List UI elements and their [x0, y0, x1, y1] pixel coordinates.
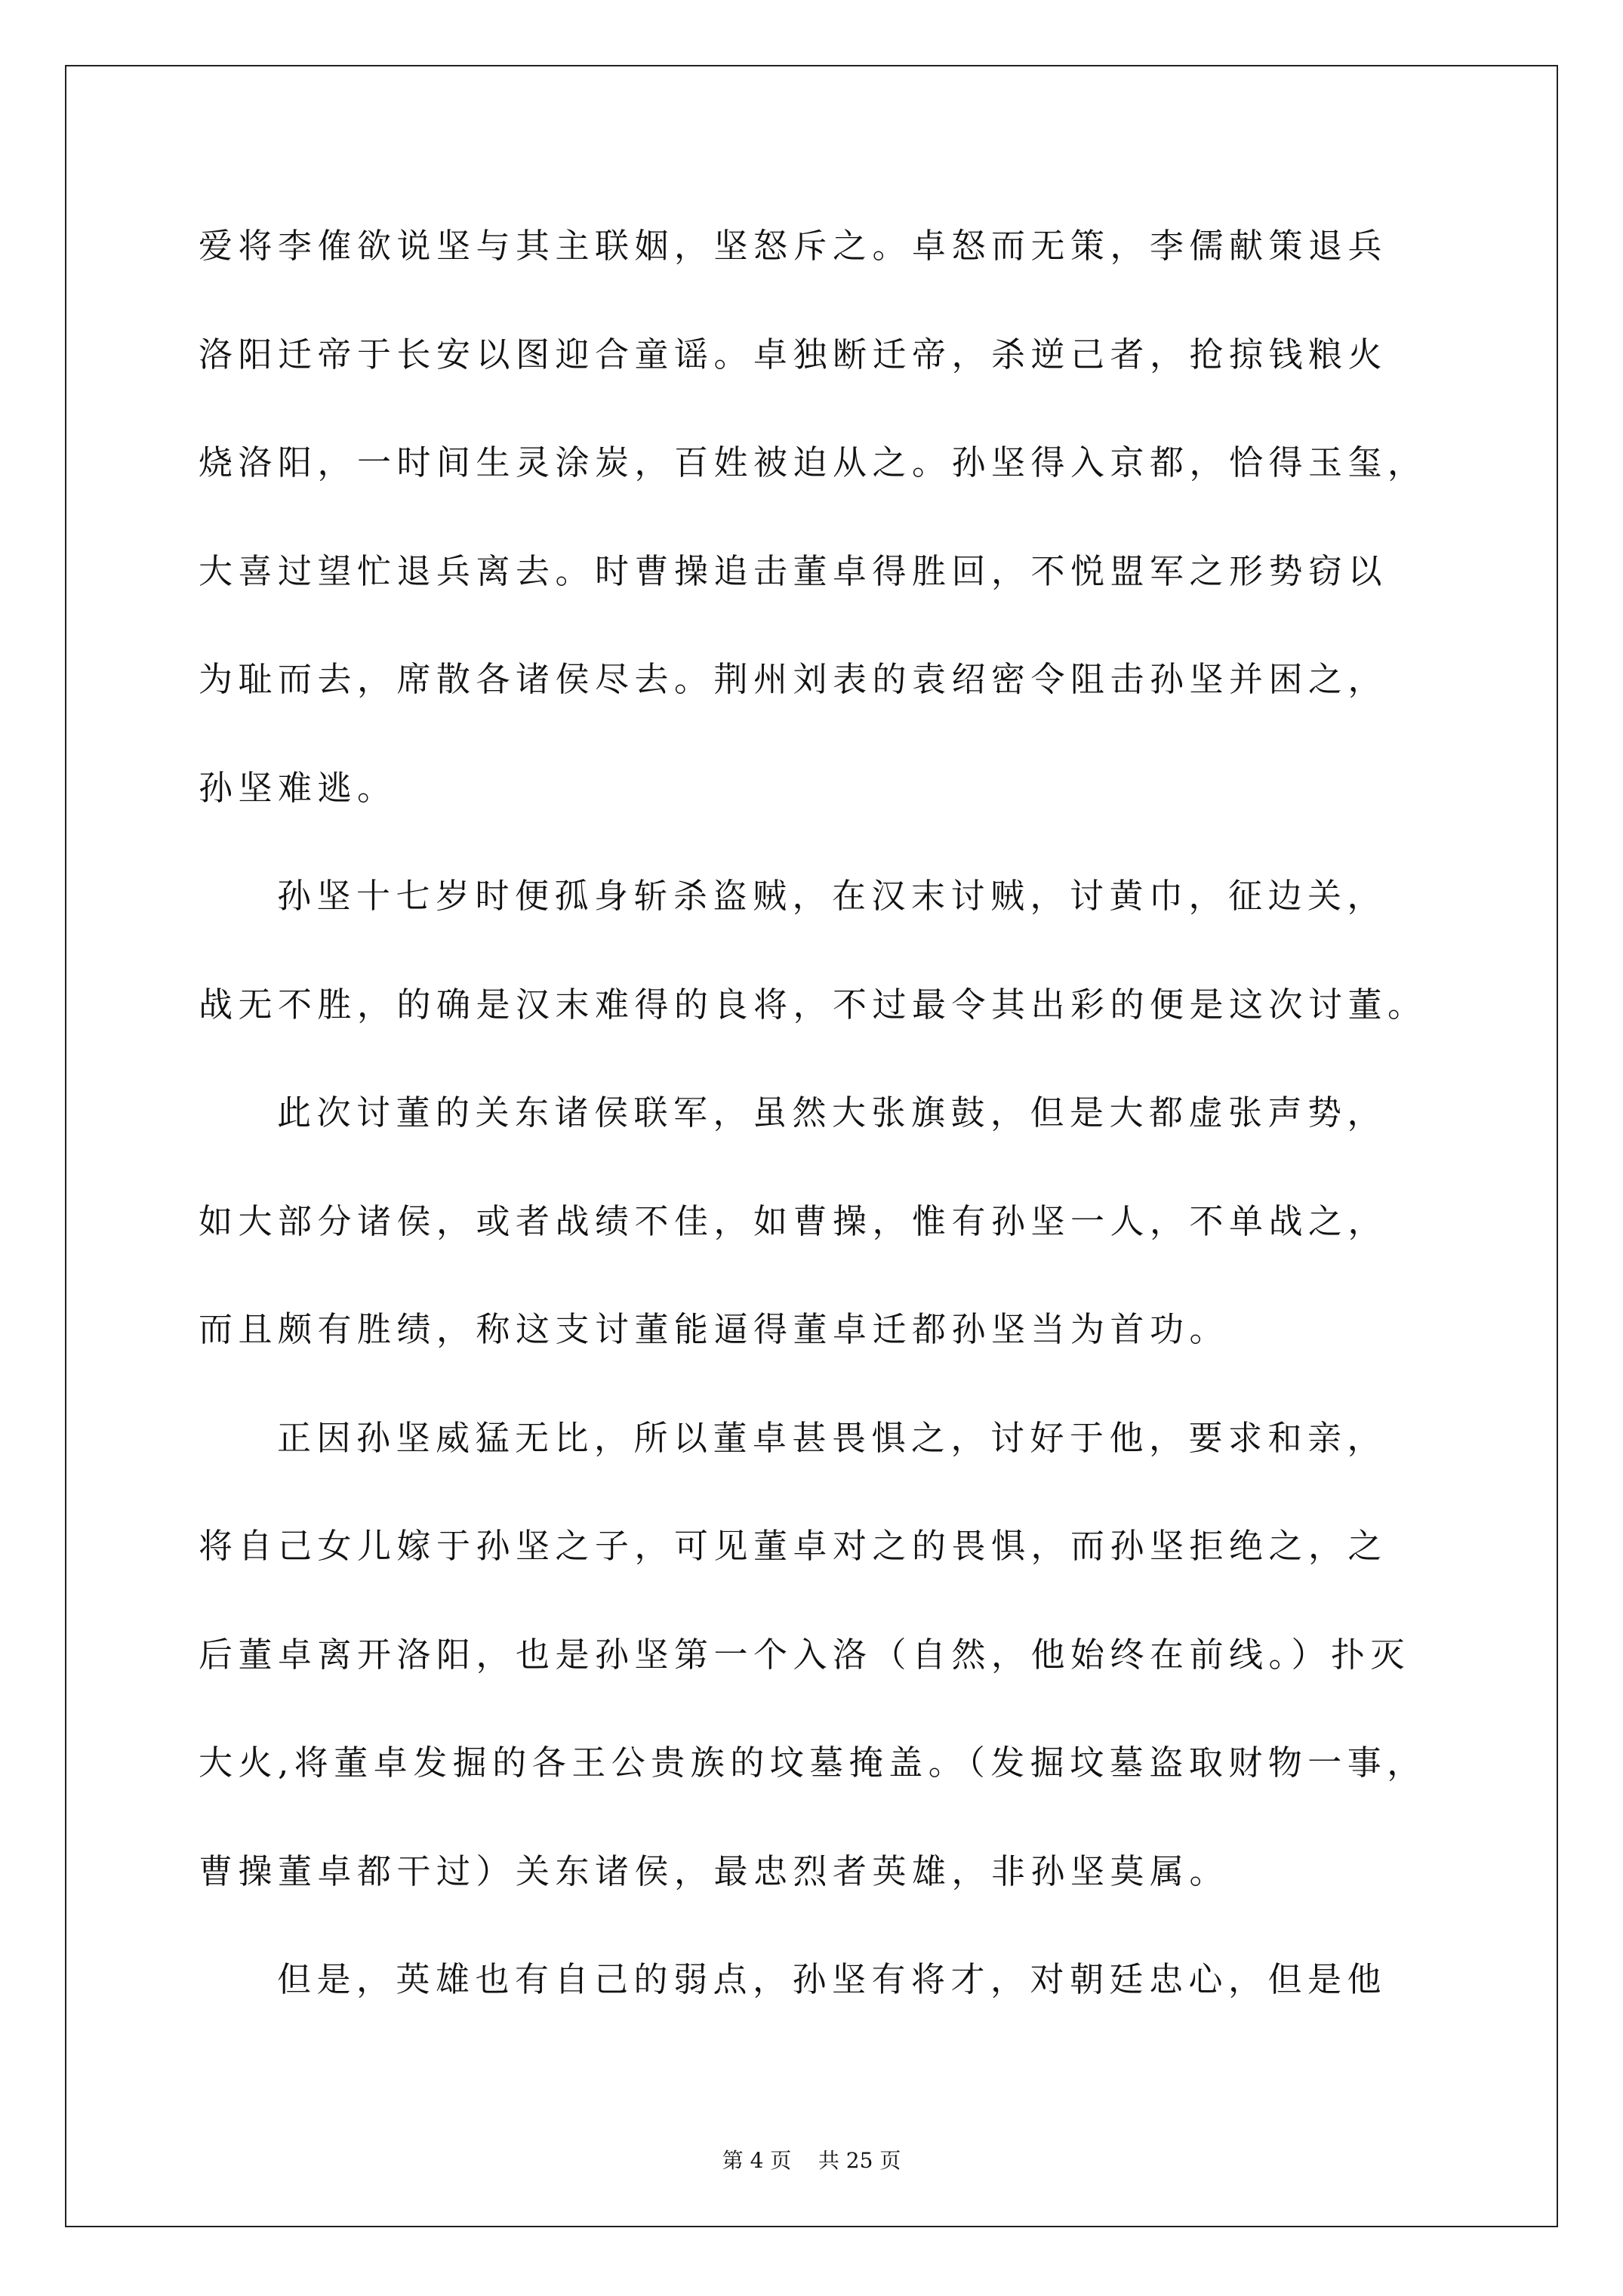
text-line: 大喜过望忙退兵离去。时曹操追击董卓得胜回，不悦盟军之形势窃以 — [199, 550, 1388, 591]
text-line: 洛阳迁帝于长安以图迎合童谣。卓独断迁帝，杀逆己者，抢掠钱粮火 — [199, 334, 1388, 374]
text-line: 此次讨董的关东诸侯联军，虽然大张旗鼓，但是大都虚张声势， — [277, 1093, 1387, 1133]
text-line: 孙坚难逃。 — [199, 767, 397, 808]
text-line: 将自己女儿嫁于孙坚之子，可见董卓对之的畏惧，而孙坚拒绝之，之 — [199, 1526, 1388, 1566]
text-line: 孙坚十七岁时便孤身斩杀盗贼，在汉末讨贼，讨黄巾，征边关， — [277, 876, 1387, 916]
page-footer: 第 4 页 共 25 页 — [722, 2148, 901, 2173]
text-line: 正因孙坚威猛无比，所以董卓甚畏惧之，讨好于他，要求和亲， — [277, 1417, 1387, 1458]
text-line: 后董卓离开洛阳，也是孙坚第一个入洛（自然，他始终在前线。）扑灭 — [199, 1634, 1411, 1675]
text-line: 战无不胜，的确是汉末难得的良将，不过最令其出彩的便是这次讨董。 — [199, 984, 1427, 1025]
body-text — [199, 192, 1437, 2034]
text-line: 如大部分诸侯，或者战绩不佳，如曹操，惟有孙坚一人，不单战之， — [199, 1200, 1388, 1241]
text-line: 大火,将董卓发掘的各王公贵族的坟墓掩盖。（发掘坟墓盗取财物一事， — [199, 1743, 1427, 1783]
text-line: 烧洛阳，一时间生灵涂炭，百姓被迫从之。孙坚得入京都，恰得玉玺， — [199, 442, 1427, 482]
text-line: 而且颇有胜绩，称这支讨董能逼得董卓迁都孙坚当为首功。 — [199, 1309, 1230, 1349]
text-line: 为耻而去，席散各诸侯尽去。荆州刘表的袁绍密令阻击孙坚并困之， — [199, 659, 1388, 699]
text-line: 爱将李傕欲说坚与其主联姻，坚怒斥之。卓怒而无策，李儒献策退兵 — [199, 226, 1388, 266]
text-line: 但是，英雄也有自己的弱点，孙坚有将才，对朝廷忠心，但是他 — [277, 1959, 1387, 1999]
text-line: 曹操董卓都干过）关东诸侯，最忠烈者英雄，非孙坚莫属。 — [199, 1851, 1230, 1891]
